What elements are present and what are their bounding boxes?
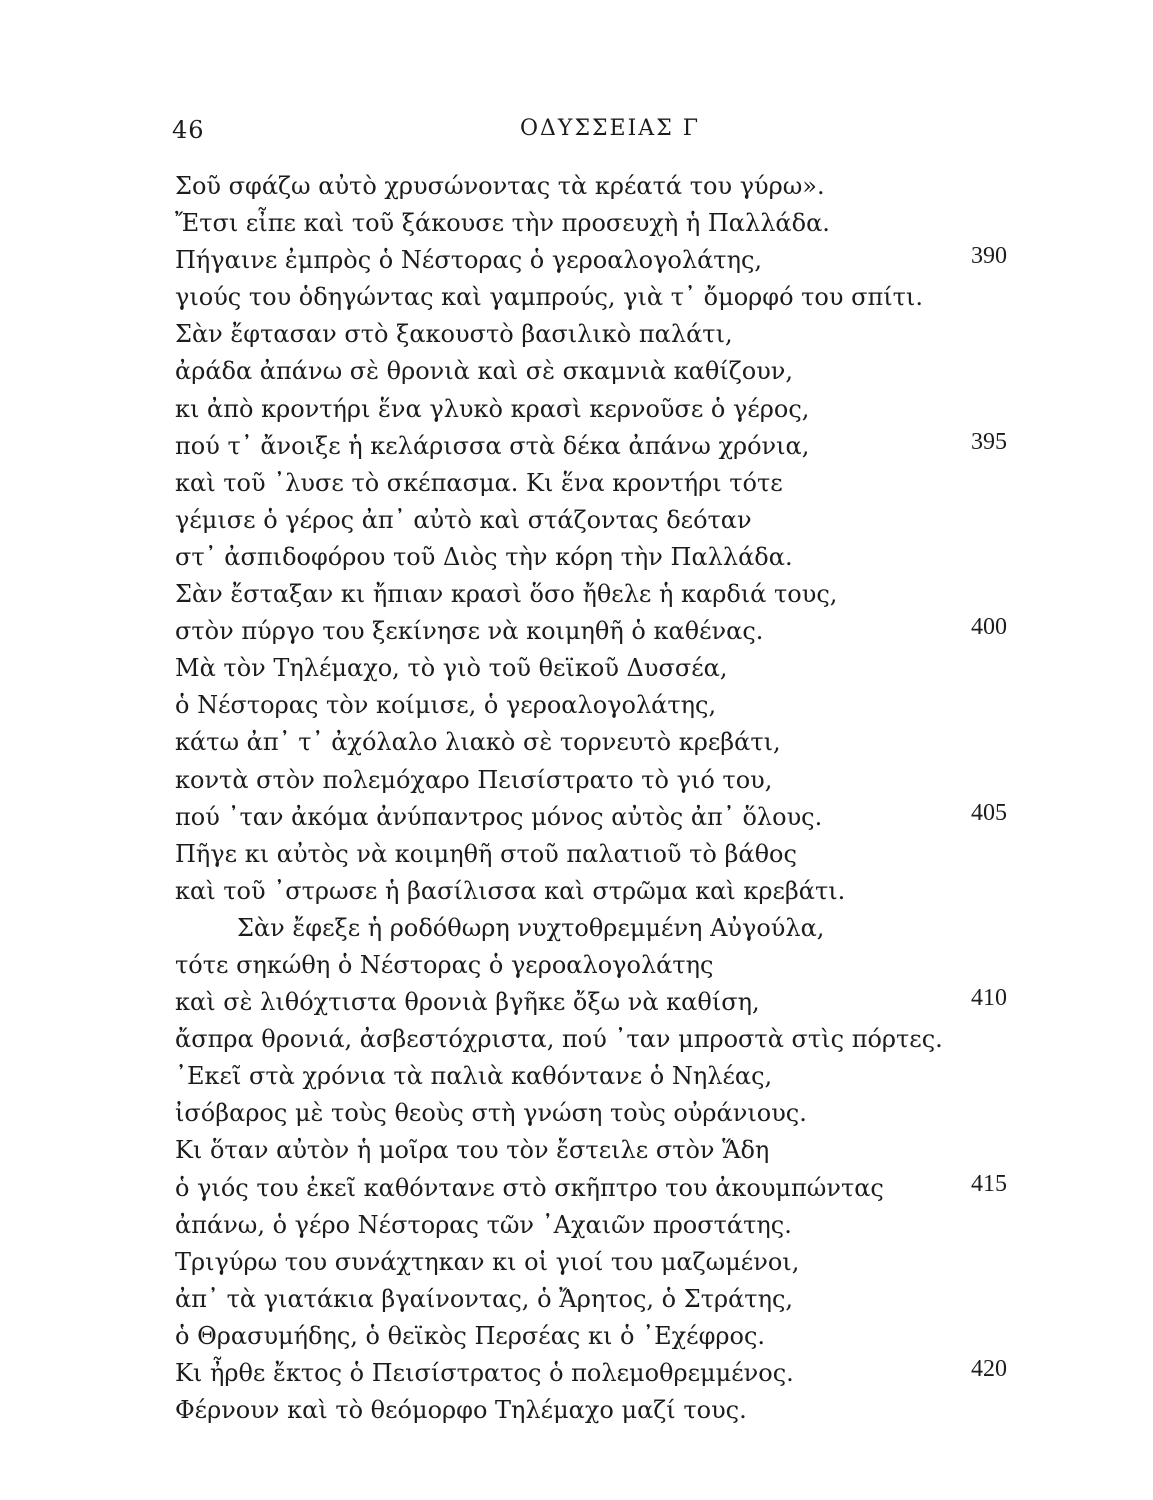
verse-line bbox=[175, 1021, 1015, 1058]
verse-text: Ἔτσι εἶπε καὶ τοῦ ξάκουσε τὴν προσευχὴ ἡ Παλλάδα. bbox=[175, 209, 830, 238]
verse-text: ἄσπρα θρονιά, ἀσβεστόχριστα, πού ᾽ταν μπροστὰ στὶς πόρτες. bbox=[175, 1025, 943, 1054]
verse-text: Σοῦ σφάζω αὐτὸ χρυσώνοντας τὰ κρέατά του γύρω». bbox=[175, 172, 825, 200]
line-number: 395 bbox=[971, 428, 1007, 455]
verse-block bbox=[175, 168, 1015, 1429]
verse-text: Μὰ τὸν Τηλέμαχο, τὸ γιὸ τοῦ θεϊκοῦ Δυσσέα, bbox=[175, 654, 728, 683]
verse-text: Πῆγε κι αὐτὸς νὰ κοιμηθῆ στοῦ παλατιοῦ τὸ βάθος bbox=[175, 839, 797, 868]
verse-line bbox=[175, 799, 1015, 836]
verse-line bbox=[175, 242, 1015, 279]
verse-text: ἀπ᾽ τὰ γιατάκια βγαίνοντας, ὁ Ἄρητος, ὁ Στράτης, bbox=[175, 1284, 794, 1313]
verse-text: Τριγύρω του συνάχτηκαν κι οἱ γιοί του μαζωμένοι, bbox=[175, 1247, 800, 1276]
verse-text: κοντὰ στὸν πολεμόχαρο Πεισίστρατο τὸ γιό του, bbox=[175, 765, 773, 794]
verse-line bbox=[175, 947, 1015, 984]
verse-line bbox=[175, 279, 1015, 316]
verse-line bbox=[175, 1207, 1015, 1244]
verse-text: ὁ γιός του ἐκεῖ καθόντανε στὸ σκῆπτρο του ἀκουμπώντας bbox=[175, 1173, 884, 1202]
verse-text: καὶ τοῦ ᾽λυσε τὸ σκέπασμα. Κι ἕνα κροντήρι τότε bbox=[175, 468, 783, 497]
verse-line bbox=[175, 613, 1015, 650]
verse-text: Πήγαινε ἐμπρὸς ὁ Νέστορας ὁ γεροαλογολάτης, bbox=[175, 246, 763, 275]
verse-line bbox=[175, 687, 1015, 724]
verse-text: στὸν πύργο του ξεκίνησε νὰ κοιμηθῆ ὁ καθένας. bbox=[175, 617, 764, 646]
verse-text: στ᾽ ἀσπιδοφόρου τοῦ Διὸς τὴν κόρη τὴν Παλλάδα. bbox=[175, 542, 793, 571]
verse-line bbox=[175, 539, 1015, 576]
verse-line bbox=[175, 910, 1015, 947]
verse-text: πού ᾽ταν ἀκόμα ἀνύπαντρος μόνος αὐτὸς ἀπ᾽ ὅλους. bbox=[175, 802, 823, 831]
line-number: 415 bbox=[971, 1170, 1007, 1197]
verse-text: Σὰν ἔφεξε ἡ ροδόθωρη νυχτοθρεμμένη Αὐγούλα, bbox=[237, 913, 825, 942]
verse-line bbox=[175, 762, 1015, 799]
verse-line bbox=[175, 836, 1015, 873]
verse-line bbox=[175, 1170, 1015, 1207]
verse-text: γιούς του ὁδηγώντας καὶ γαμπρούς, γιὰ τ᾽ ὄμορφό του σπίτι. bbox=[175, 283, 923, 312]
verse-text: ᾽Εκεῖ στὰ χρόνια τὰ παλιὰ καθόντανε ὁ Νηλέας, bbox=[175, 1062, 773, 1091]
verse-text: κάτω ἀπ᾽ τ᾽ ἀχόλαλο λιακὸ σὲ τορνευτὸ κρεβάτι, bbox=[175, 728, 781, 757]
verse-line bbox=[175, 391, 1015, 428]
page-number: 46 bbox=[172, 116, 205, 144]
verse-line bbox=[175, 1355, 1015, 1392]
verse-line bbox=[175, 353, 1015, 390]
verse-line bbox=[175, 650, 1015, 687]
verse-text: ὁ Νέστορας τὸν κοίμισε, ὁ γεροαλογολάτης, bbox=[175, 691, 717, 720]
verse-text: κι ἀπὸ κροντήρι ἕνα γλυκὸ κρασὶ κερνοῦσε ὁ γέρος, bbox=[175, 394, 810, 423]
verse-line bbox=[175, 502, 1015, 539]
verse-text: Σὰν ἔσταξαν κι ἤπιαν κρασὶ ὅσο ἤθελε ἡ καρδιά τους, bbox=[175, 580, 838, 609]
verse-line bbox=[175, 1058, 1015, 1095]
line-number: 390 bbox=[971, 243, 1007, 270]
verse-line bbox=[175, 873, 1015, 910]
verse-text: ἀράδα ἀπάνω σὲ θρονιὰ καὶ σὲ σκαμνιὰ καθίζουν, bbox=[175, 357, 794, 386]
verse-line bbox=[175, 205, 1015, 242]
verse-line bbox=[175, 1318, 1015, 1355]
line-number: 420 bbox=[971, 1356, 1007, 1382]
verse-line bbox=[175, 724, 1015, 761]
verse-text: ἀπάνω, ὁ γέρο Νέστορας τῶν ᾽Αχαιῶν προστάτης. bbox=[175, 1210, 792, 1239]
line-number: 410 bbox=[971, 985, 1007, 1012]
verse-text: τότε σηκώθη ὁ Νέστορας ὁ γεροαλογολάτης bbox=[175, 950, 714, 979]
line-number: 400 bbox=[971, 614, 1007, 641]
verse-text: καὶ τοῦ ᾽στρωσε ἡ βασίλισσα καὶ στρῶμα καὶ κρεβάτι. bbox=[175, 876, 846, 905]
line-number: 405 bbox=[971, 799, 1007, 826]
verse-line bbox=[175, 1095, 1015, 1132]
verse-text: πού τ᾽ ἄνοιξε ἡ κελάρισσα στὰ δέκα ἀπάνω χρόνια, bbox=[175, 431, 810, 460]
verse-text: ὁ Θρασυμήδης, ὁ θεϊκὸς Περσέας κι ὁ ᾽Εχέφρος. bbox=[175, 1321, 766, 1350]
verse-line bbox=[175, 465, 1015, 502]
verse-text: ἰσόβαρος μὲ τοὺς θεοὺς στὴ γνώση τοὺς οὐράνιους. bbox=[175, 1099, 807, 1128]
verse-text: γέμισε ὁ γέρος ἀπ᾽ αὐτὸ καὶ στάζοντας δεόταν bbox=[175, 505, 752, 534]
verse-text: Σὰν ἔφτασαν στὸ ξακουστὸ βασιλικὸ παλάτι, bbox=[175, 320, 733, 349]
verse-text: καὶ σὲ λιθόχτιστα θρονιὰ βγῆκε ὄξω νὰ καθίση, bbox=[175, 988, 760, 1017]
verse-line bbox=[175, 1392, 1015, 1429]
verse-line bbox=[175, 1132, 1015, 1169]
verse-text: Κι ὅταν αὐτὸν ἡ μοῖρα του τὸν ἔστειλε στὸν Ἅδη bbox=[175, 1136, 770, 1165]
verse-line bbox=[175, 984, 1015, 1021]
verse-line bbox=[175, 1244, 1015, 1281]
verse-line bbox=[175, 168, 1015, 205]
verse-text: Κι ἦρθε ἔκτος ὁ Πεισίστρατος ὁ πολεμοθρεμμένος. bbox=[175, 1359, 794, 1387]
verse-line bbox=[175, 428, 1015, 465]
verse-line bbox=[175, 1281, 1015, 1318]
verse-line bbox=[175, 576, 1015, 613]
verse-text: Φέρνουν καὶ τὸ θεόμορφο Τηλέμαχο μαζί τους. bbox=[175, 1396, 747, 1425]
running-head: ΟΔΥΣΣΕΙΑΣ Γ bbox=[520, 116, 701, 141]
verse-line bbox=[175, 316, 1015, 353]
